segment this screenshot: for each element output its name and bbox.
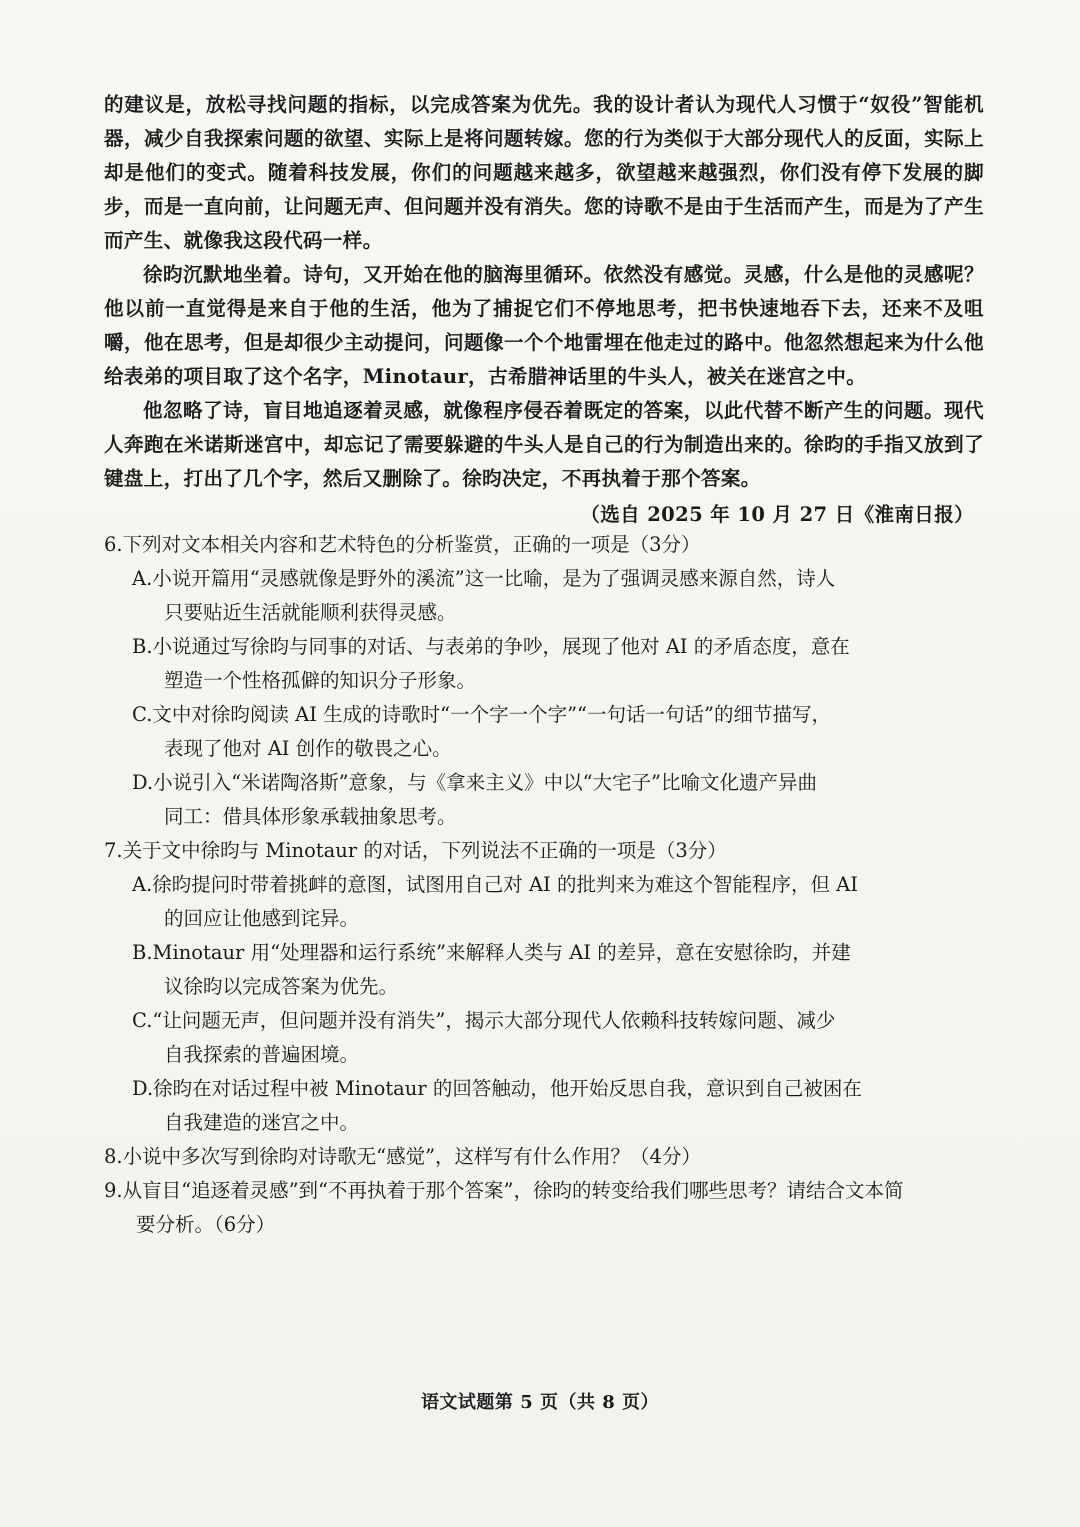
page-footer: 语文试题第 5 页（共 8 页） [420, 1392, 660, 1413]
option-line-cont: 表现了他对 AI 创作的敬畏之心。 [164, 737, 452, 760]
question-8 [104, 1140, 974, 1174]
question-6-option-d [104, 766, 974, 834]
passage-paragraph-1: 的建议是，放松寻找问题的指标，以完成答案为优先。我的设计者认为现代人习惯于“奴役”智能机器，减少自我探索问题的欲望、实际上是将问题转嫁。您的行为类似于大部分现代人的反面，实际上却是他们的变式。随着科技发展，你们的问题越来越多，欲望越来越强烈，你们没有停下发展的脚步，而是一直向前，让问题无声、但问题并没有消失。您的诗歌不是由于生活而产生，而是为了产生而产生、就像我这段代码一样。 [104, 93, 984, 252]
option-line: B.Minotaur 用“处理器和运行系统”来解释人类与 AI 的差异，意在安慰徐昀，并建 [132, 941, 851, 964]
option-line-cont: 自我探索的普遍困境。 [164, 1043, 360, 1066]
option-line: C.文中对徐昀阅读 AI 生成的诗歌时“一个字一个字”“一句话一句话”的细节描写， [132, 703, 831, 726]
option-line: B.小说通过写徐昀与同事的对话、与表弟的争吵，展现了他对 AI 的矛盾态度，意在 [132, 635, 850, 658]
question-list [104, 528, 974, 1242]
question-6-stem: 6.下列对文本相关内容和艺术特色的分析鉴赏，正确的一项是（3分） [104, 533, 701, 556]
question-9-stem-line-1: 9.从盲目“追逐着灵感”到“不再执着于那个答案”，徐昀的转变给我们哪些思考？请结合文本简 [104, 1179, 904, 1202]
passage-paragraph-3: 他忽略了诗，盲目地追逐着灵感，就像程序侵吞着既定的答案，以此代替不断产生的问题。现代人奔跑在米诺斯迷宫中，却忘记了需要躲避的牛头人是自己的行为制造出来的。徐昀的手指又放到了键盘上，打出了几个字，然后又删除了。徐昀决定，不再执着于那个答案。 [104, 399, 984, 490]
option-line-cont: 议徐昀以完成答案为优先。 [164, 975, 399, 998]
option-line-cont: 的回应让他感到诧异。 [164, 907, 360, 930]
question-6 [104, 528, 974, 834]
option-line: C.“让问题无声，但问题并没有消失”，揭示大部分现代人依赖科技转嫁问题、减少 [132, 1009, 836, 1032]
option-line-cont: 自我建造的迷宫之中。 [164, 1111, 360, 1134]
option-line-cont: 只要贴近生活就能顺利获得灵感。 [164, 601, 457, 624]
question-6-option-b [104, 630, 974, 698]
question-7-stem: 7.关于文中徐昀与 Minotaur 的对话，下列说法不正确的一项是（3分） [104, 839, 727, 862]
question-7-option-c [104, 1004, 974, 1072]
question-6-option-c [104, 698, 974, 766]
option-line-cont: 同工：借具体形象承载抽象思考。 [164, 805, 457, 828]
option-line: A.小说开篇用“灵感就像是野外的溪流”这一比喻，是为了强调灵感来源自然，诗人 [132, 567, 836, 590]
question-9-stem-line-2: 要分析。（6分） [136, 1213, 276, 1236]
option-line: D.徐昀在对话过程中被 Minotaur 的回答触动，他开始反思自我，意识到自己被困在 [132, 1077, 862, 1100]
passage-source: （选自 2025 年 10 月 27 日《淮南日报） [580, 503, 974, 526]
question-7-option-b [104, 936, 974, 1004]
option-line-cont: 塑造一个性格孤僻的知识分子形象。 [164, 669, 477, 692]
question-9 [104, 1174, 974, 1242]
option-line: D.小说引入“米诺陶洛斯”意象，与《拿来主义》中以“大宅子”比喻文化遗产异曲 [132, 771, 818, 794]
reading-passage [104, 88, 984, 532]
question-6-option-a [104, 562, 974, 630]
passage-paragraph-2: 徐昀沉默地坐着。诗句，又开始在他的脑海里循环。依然没有感觉。灵感，什么是他的灵感呢？他以前一直觉得是来自于他的生活，他为了捕捉它们不停地思考，把书快速地吞下去，还来不及咀嚼，他在思考，但是却很少主动提问，问题像一个个地雷埋在他走过的路中。他忽然想起来为什么他给表弟的项目取了这个名字，Minotaur，古希腊神话里的牛头人，被关在迷宫之中。 [104, 263, 984, 388]
question-7-option-d [104, 1072, 974, 1140]
option-line: A.徐昀提问时带着挑衅的意图，试图用自己对 AI 的批判来为难这个智能程序，但 AI [132, 873, 858, 896]
question-8-stem: 8.小说中多次写到徐昀对诗歌无“感觉”，这样写有什么作用？（4分） [104, 1145, 701, 1168]
question-7-option-a [104, 868, 974, 936]
question-9-stem [104, 1174, 974, 1242]
question-7 [104, 834, 974, 1140]
